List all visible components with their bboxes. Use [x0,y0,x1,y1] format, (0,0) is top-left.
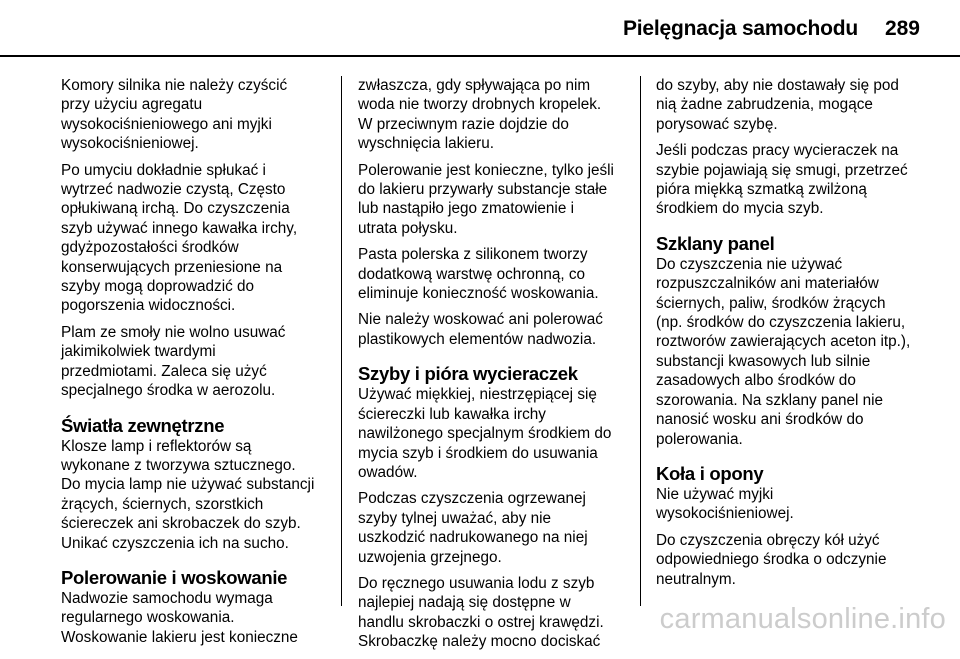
section-heading: Polerowanie i woskowanie [61,566,288,588]
paragraph: zwłaszcza, gdy spływająca po nim woda nie tworzy drobnych kropelek. W przeciwnym razie dojdzie do wyschnięcia lakieru. [358,77,602,153]
paragraph: Jeśli podczas pracy wycieraczek na szybie pojawiają się smugi, przetrzeć pióra miękką szmatką zwilżoną środkiem do mycia szyb. [656,142,908,218]
section-heading: Światła zewnętrzne [61,414,225,436]
paragraph: Plam ze smoły nie wolno usuwać jakimikolwiek twardymi przedmiotami. Zaleca się użyć specjalnego środka w aerozolu. [61,323,286,400]
paragraph: Do ręcznego usuwania lodu z szyb najlepiej nadają się dostępne w handlu skrobaczki o ostrej krawędzi. Skrobaczkę należy mocno dociskać [358,574,604,651]
section-heading: Koła i opony [656,462,764,484]
paragraph: Nadwozie samochodu wymaga regularnego woskowania. Woskowanie lakieru jest konieczne [61,589,298,646]
paragraph: do szyby, aby nie dostawały się pod nią żadne zabrudzenia, mogące porysować szybę. [656,77,899,133]
section-heading: Szyby i pióra wycieraczek [358,363,578,385]
paragraph: Do czyszczenia obręczy kół użyć odpowiedniego środka o odczynie neutralnym. [656,531,887,588]
column-divider-2 [640,76,641,606]
text-column-3 [656,76,932,596]
paragraph: Komory silnika nie należy czyścić przy użyciu agregatu wysokociśnieniowego ani myjki wysokociśnieniowej. [61,77,288,153]
paragraph: Polerowanie jest konieczne, tylko jeśli do lakieru przywarły substancje stałe lub nastąpiło jego zmatowienie i utrata połysku. [358,161,614,237]
text-column-2 [358,76,628,659]
page-number: 289 [884,17,920,40]
watermark: carmanualsonline.info [659,603,946,635]
paragraph: Podczas czyszczenia ogrzewanej szyby tylnej uważać, aby nie uszkodzić nadrukowanego na niej uzwojenia grzejnego. [358,490,588,566]
page-header [0,0,960,56]
paragraph: Nie używać myjki wysokociśnieniowej. [656,485,794,523]
paragraph: Nie należy woskować ani polerować plastikowych elementów nadwozia. [358,311,603,348]
paragraph: Klosze lamp i reflektorów są wykonane z tworzywa sztucznego. Do mycia lamp nie używać substancji żrących, ściernych, szorstkich ściereczek ani skrobaczek do szyb. Unikać czyszczenia ich na sucho. [61,437,315,552]
paragraph: Do czyszczenia nie używać rozpuszczalników ani materiałów ściernych, paliw, środków żrących (np. środków do czyszczenia lakieru, roztworów zawierających aceton itp.), substancji kwasowych lub silnie zasadowych albo środków do szorowania. Na szklany panel nie nanosić wosku ani środków do polerowania. [656,255,911,448]
column-divider-1 [341,76,342,606]
text-column-1 [61,76,327,654]
header-rule [0,55,960,57]
page-title: Pielęgnacja samochodu [622,17,858,40]
paragraph: Pasta polerska z silikonem tworzy dodatkową warstwę ochronną, co eliminuje konieczność woskowania. [358,246,599,303]
section-heading: Szklany panel [656,232,775,254]
paragraph: Po umyciu dokładnie spłukać i wytrzeć nadwozie czystą, Często opłukiwaną irchą. Do czyszczenia szyb używać innego kawałka irchy, gdyżpozostałości środków konserwujących przeniesione na szyby mogą doprowadzić do pogorszenia widoczności. [61,161,298,315]
paragraph: Używać miękkiej, niestrzępiącej się ściereczki lub kawałka irchy nawilżonego specjalnym środkiem do mycia szyb i środkiem do usuwania owadów. [358,386,612,481]
